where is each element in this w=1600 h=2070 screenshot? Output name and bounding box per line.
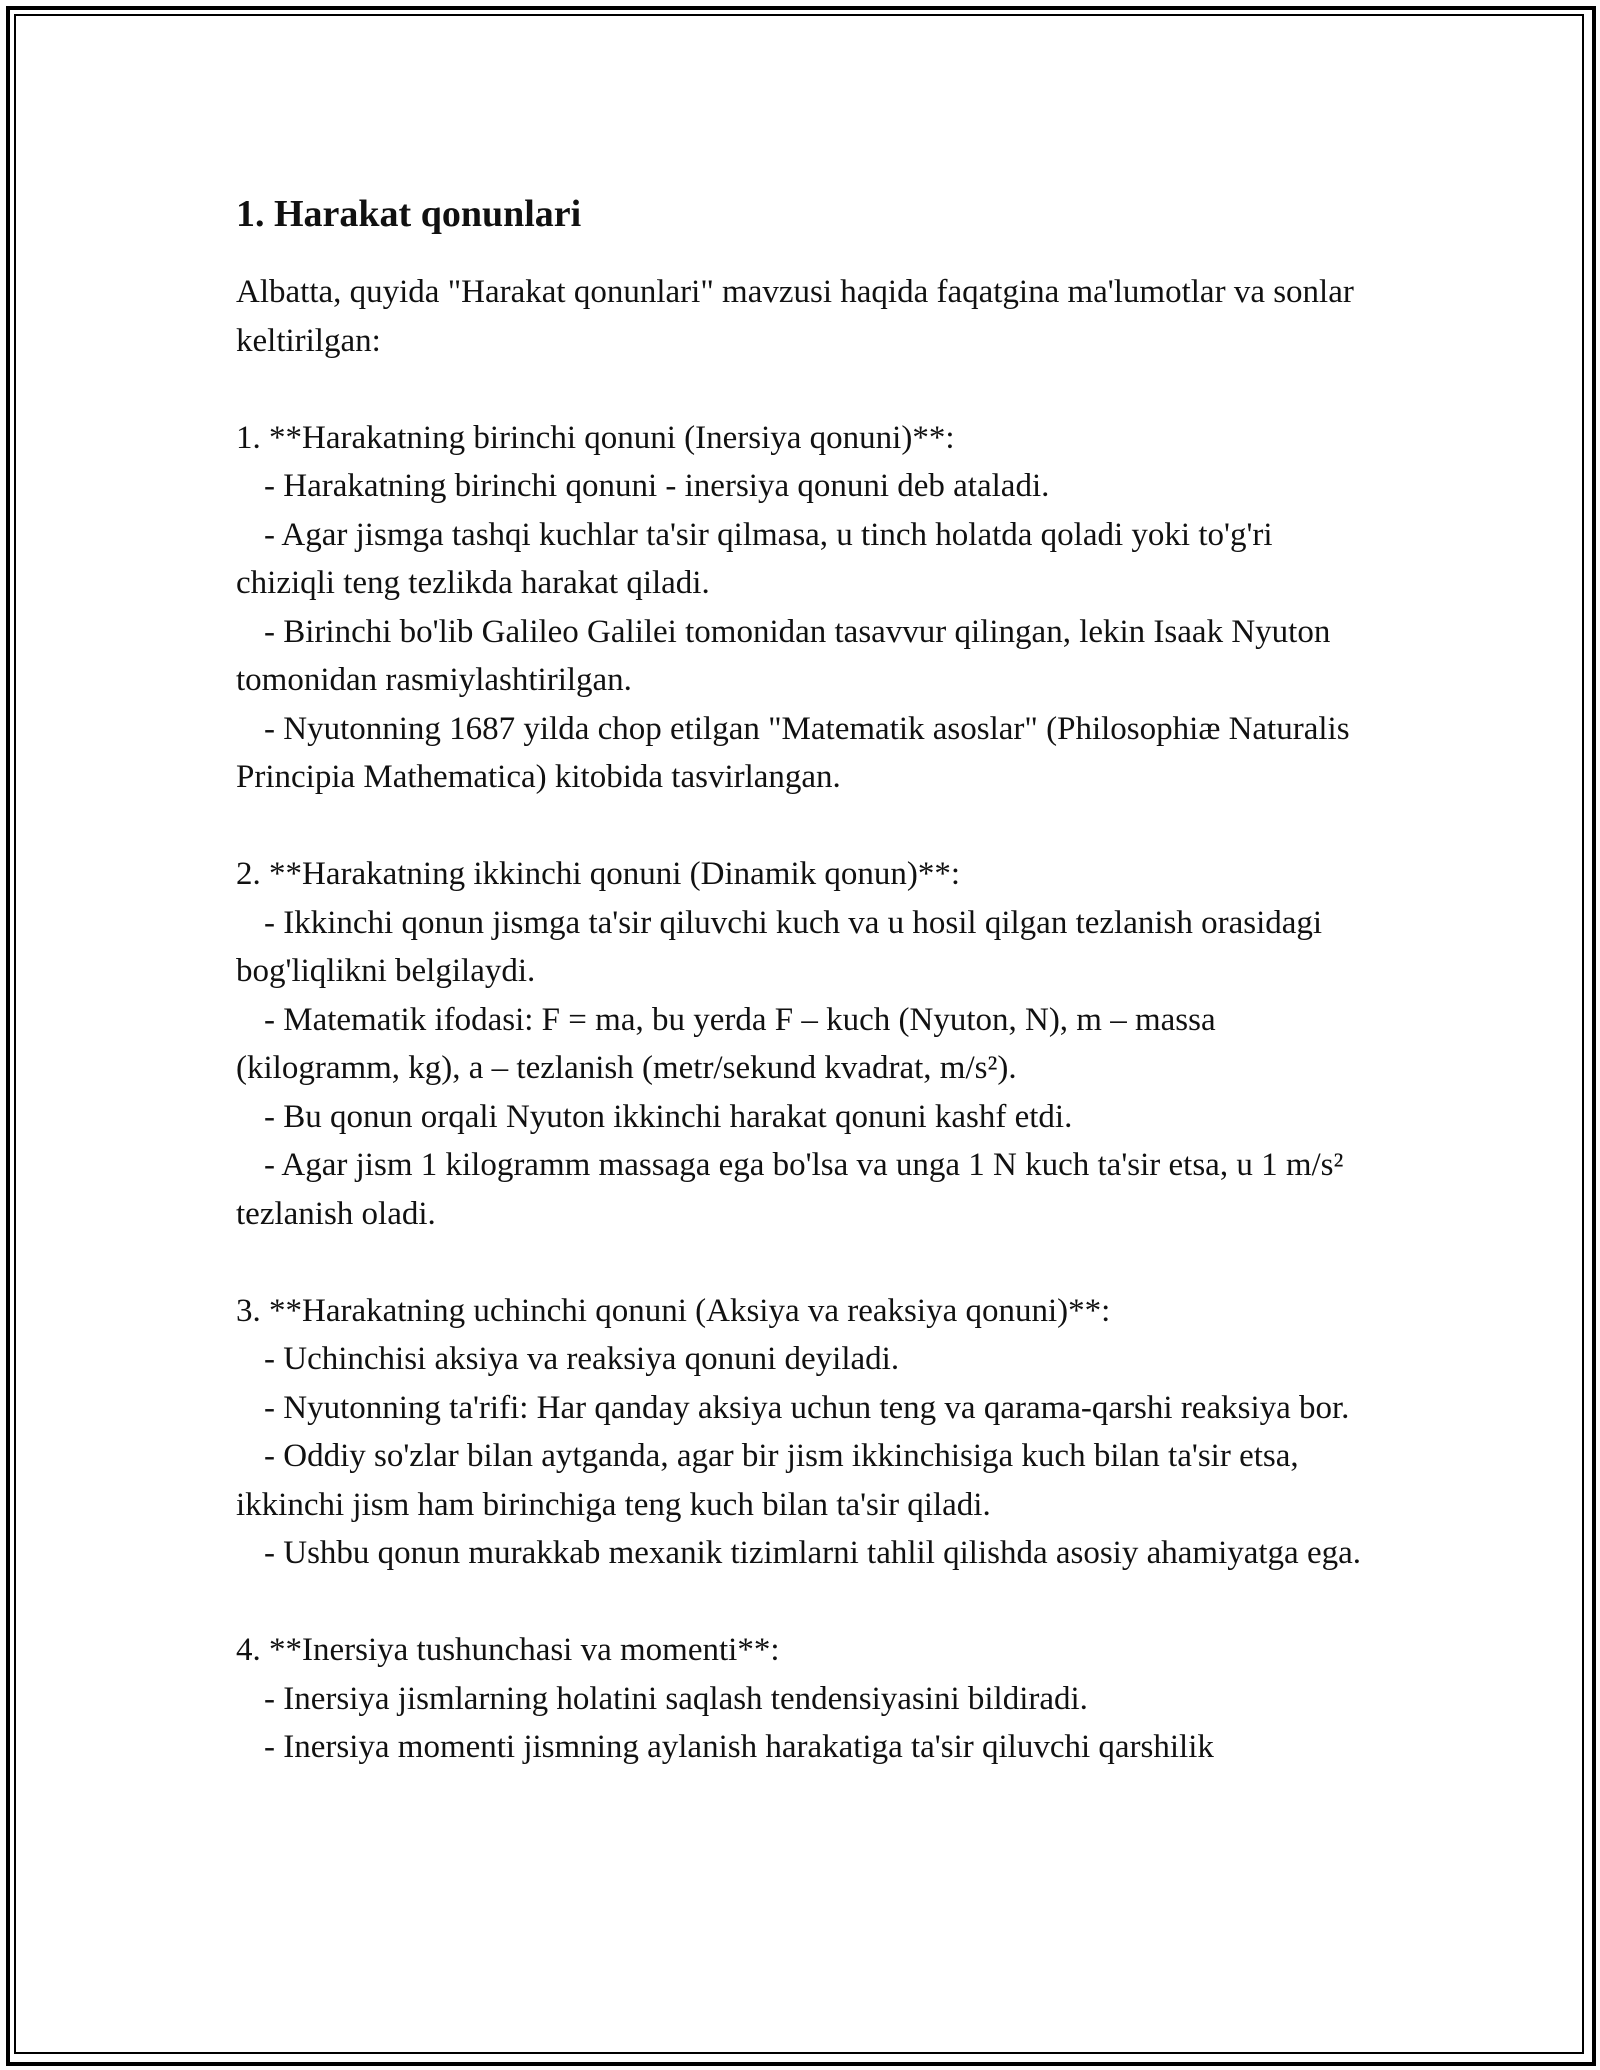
list-item: - Nyutonning 1687 yilda chop etilgan "Matematik asoslar" (Philosophiæ Naturalis Principia Mathematica) kitobida tasvirlangan.: [236, 710, 1350, 795]
list-item: - Agar jismga tashqi kuchlar ta'sir qilmasa, u tinch holatda qoladi yoki to'g'ri chiziqli teng tezlikda harakat qiladi.: [236, 516, 1273, 601]
list-item: - Harakatning birinchi qonuni - inersiya qonuni deb ataladi.: [264, 468, 1050, 504]
document-body: [236, 188, 1376, 1772]
page-title: 1. Harakat qonunlari: [236, 193, 582, 235]
list-item: - Birinchi bo'lib Galileo Galilei tomonidan tasavvur qilingan, lekin Isaak Nyuton tomonidan rasmiylashtirilgan.: [236, 613, 1331, 698]
list-item: - Matematik ifodasi: F = ma, bu yerda F – kuch (Nyuton, N), m – massa (kilogramm, kg), a – tezlanish (metr/sekund kvadrat, m/s²).: [236, 1001, 1216, 1086]
section-inertia: [236, 1626, 1376, 1772]
section-second-law: [236, 850, 1376, 1238]
section-heading: 2. **Harakatning ikkinchi qonuni (Dinamik qonun)**:: [236, 856, 961, 892]
list-item: - Oddiy so'zlar bilan aytganda, agar bir jism ikkinchisiga kuch bilan ta'sir etsa, ikkinchi jism ham birinchiga teng kuch bilan ta'sir qiladi.: [236, 1438, 1299, 1523]
list-item: - Inersiya momenti jismning aylanish harakatiga ta'sir qiluvchi qarshilik: [264, 1729, 1214, 1765]
section-third-law: [236, 1287, 1376, 1578]
list-item: - Ushbu qonun murakkab mexanik tizimlarni tahlil qilishda asosiy ahamiyatga ega.: [264, 1535, 1361, 1571]
list-item: - Ikkinchi qonun jismga ta'sir qiluvchi kuch va u hosil qilgan tezlanish orasidagi bog'liqlikni belgilaydi.: [236, 904, 1323, 989]
intro-paragraph: Albatta, quyida "Harakat qonunlari" mavzusi haqida faqatgina ma'lumotlar va sonlar keltirilgan:: [236, 274, 1363, 359]
section-heading: 3. **Harakatning uchinchi qonuni (Aksiya va reaksiya qonuni)**:: [236, 1292, 1111, 1329]
list-item: - Inersiya jismlarning holatini saqlash tendensiyasini bildiradi.: [264, 1680, 1088, 1717]
section-first-law: [236, 414, 1376, 802]
list-item: - Nyutonning ta'rifi: Har qanday aksiya uchun teng va qarama-qarshi reaksiya bor.: [264, 1389, 1350, 1426]
list-item: - Agar jism 1 kilogramm massaga ega bo'lsa va unga 1 N kuch ta'sir etsa, u 1 m/s² tezlanish oladi.: [236, 1147, 1344, 1232]
list-item: - Uchinchisi aksiya va reaksiya qonuni deyiladi.: [264, 1341, 900, 1377]
section-heading: 4. **Inersiya tushunchasi va momenti**:: [236, 1632, 780, 1668]
list-item: - Bu qonun orqali Nyuton ikkinchi harakat qonuni kashf etdi.: [264, 1098, 1073, 1135]
section-heading: 1. **Harakatning birinchi qonuni (Inersiya qonuni)**:: [236, 419, 955, 456]
